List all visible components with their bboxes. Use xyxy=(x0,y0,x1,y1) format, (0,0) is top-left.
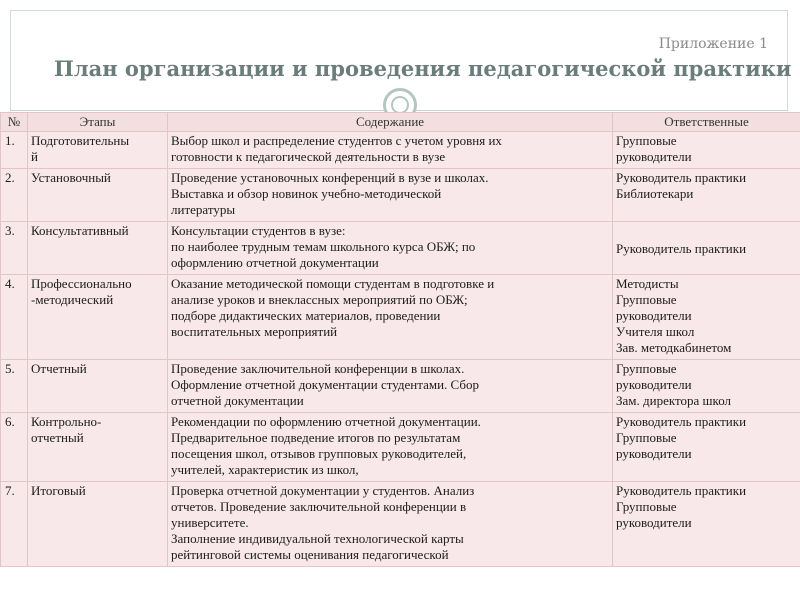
content-cell xyxy=(168,360,613,413)
content-line: Предварительное подведение итогов по результатам xyxy=(171,430,461,445)
content-line: посещения школ, отзывов групповых руководителей, xyxy=(171,446,467,461)
column-header-responsible: Ответственные xyxy=(613,113,800,132)
content-line: Консультации студентов в вузе: xyxy=(171,223,346,238)
content-line: Заполнение индивидуальной технологической карты xyxy=(171,531,464,546)
column-header-stages: Этапы xyxy=(28,113,168,132)
content-line: отчетов. Проведение заключительной конференции в xyxy=(171,499,467,514)
responsible-cell xyxy=(613,132,800,169)
content-line: Оказание методической помощи студентам в подготовке и xyxy=(171,276,495,291)
stage-line: Отчетный xyxy=(31,361,87,376)
content-line: рейтинговой системы оценивания педагогической xyxy=(171,547,449,562)
responsible-line: руководители xyxy=(616,446,692,461)
responsible-line: Руководитель практики xyxy=(616,170,747,185)
content-line: Оформление отчетной документации студентами. Сбор xyxy=(171,377,479,392)
content-line: Выставка и обзор новинок учебно-методической xyxy=(171,186,442,201)
responsible-line: руководители xyxy=(616,515,692,530)
stage-line: Подготовительны xyxy=(31,133,130,148)
table-row xyxy=(1,482,800,567)
content-cell xyxy=(168,222,613,275)
responsible-cell xyxy=(613,222,800,275)
stage-cell xyxy=(28,275,168,360)
responsible-line: Учителя школ xyxy=(616,324,695,339)
content-line: анализе уроков и внеклассных мероприятий по ОБЖ; xyxy=(171,292,468,307)
responsible-line: руководители xyxy=(616,377,692,392)
responsible-line: руководители xyxy=(616,308,692,323)
content-line: университете. xyxy=(171,515,249,530)
stage-line: Профессионально xyxy=(31,276,132,291)
table-header-row xyxy=(1,113,800,132)
content-line: литературы xyxy=(171,202,236,217)
table-row xyxy=(1,413,800,482)
table-row xyxy=(1,132,800,169)
responsible-line: Групповые xyxy=(616,361,677,376)
stage-cell xyxy=(28,413,168,482)
responsible-line: Методисты xyxy=(616,276,679,291)
content-line: Проведение установочных конференций в вузе и школах. xyxy=(171,170,489,185)
row-number: 6. xyxy=(1,413,28,482)
content-line: по наиболее трудным темам школьного курса ОБЖ; по xyxy=(171,239,476,254)
responsible-cell xyxy=(613,413,800,482)
column-header-number: № xyxy=(1,113,28,132)
practice-plan-table xyxy=(0,112,800,567)
stage-cell xyxy=(28,132,168,169)
row-number: 4. xyxy=(1,275,28,360)
row-number: 7. xyxy=(1,482,28,567)
stage-cell xyxy=(28,222,168,275)
content-line: воспитательных мероприятий xyxy=(171,324,338,339)
content-cell xyxy=(168,132,613,169)
content-line: учителей, характеристик из школ, xyxy=(171,462,359,477)
responsible-cell xyxy=(613,482,800,567)
table-row xyxy=(1,275,800,360)
content-cell xyxy=(168,413,613,482)
content-cell xyxy=(168,275,613,360)
responsible-line: Зам. директора школ xyxy=(616,393,732,408)
responsible-cell xyxy=(613,169,800,222)
responsible-cell xyxy=(613,360,800,413)
table-row xyxy=(1,222,800,275)
stage-cell xyxy=(28,482,168,567)
stage-cell xyxy=(28,169,168,222)
stage-line: отчетный xyxy=(31,430,84,445)
responsible-line: Групповые xyxy=(616,292,677,307)
content-line: оформлению отчетной документации xyxy=(171,255,379,270)
responsible-line: Руководитель практики xyxy=(616,241,747,256)
responsible-line: Руководитель практики xyxy=(616,483,747,498)
content-cell xyxy=(168,482,613,567)
content-cell xyxy=(168,169,613,222)
responsible-line: Руководитель практики xyxy=(616,414,747,429)
row-number: 5. xyxy=(1,360,28,413)
responsible-cell xyxy=(613,275,800,360)
content-line: Проверка отчетной документации у студентов. Анализ xyxy=(171,483,475,498)
spacer xyxy=(616,223,797,241)
responsible-line: Групповые xyxy=(616,430,677,445)
row-number: 1. xyxy=(1,132,28,169)
content-line: Выбор школ и распределение студентов с учетом уровня их xyxy=(171,133,502,148)
responsible-line: Групповые xyxy=(616,133,677,148)
content-line: подборе дидактических материалов, проведении xyxy=(171,308,441,323)
stage-line: Итоговый xyxy=(31,483,86,498)
stage-line: -методический xyxy=(31,292,114,307)
row-number: 3. xyxy=(1,222,28,275)
stage-cell xyxy=(28,360,168,413)
responsible-line: руководители xyxy=(616,149,692,164)
responsible-line: Библиотекари xyxy=(616,186,694,201)
content-line: Рекомендации по оформлению отчетной документации. xyxy=(171,414,481,429)
responsible-line: Групповые xyxy=(616,499,677,514)
content-line: готовности к педагогической деятельности в вузе xyxy=(171,149,446,164)
row-number: 2. xyxy=(1,169,28,222)
appendix-label: Приложение 1 xyxy=(658,36,768,52)
stage-line: Установочный xyxy=(31,170,111,185)
content-line: Проведение заключительной конференции в школах. xyxy=(171,361,465,376)
column-header-content: Содержание xyxy=(168,113,613,132)
content-line: отчетной документации xyxy=(171,393,304,408)
stage-line: Контрольно- xyxy=(31,414,102,429)
page-title: План организации и проведения педагогической практики xyxy=(54,56,792,81)
responsible-line: Зав. методкабинетом xyxy=(616,340,732,355)
stage-line: Консультативный xyxy=(31,223,129,238)
table-row xyxy=(1,360,800,413)
stage-line: й xyxy=(31,149,38,164)
table-row xyxy=(1,169,800,222)
